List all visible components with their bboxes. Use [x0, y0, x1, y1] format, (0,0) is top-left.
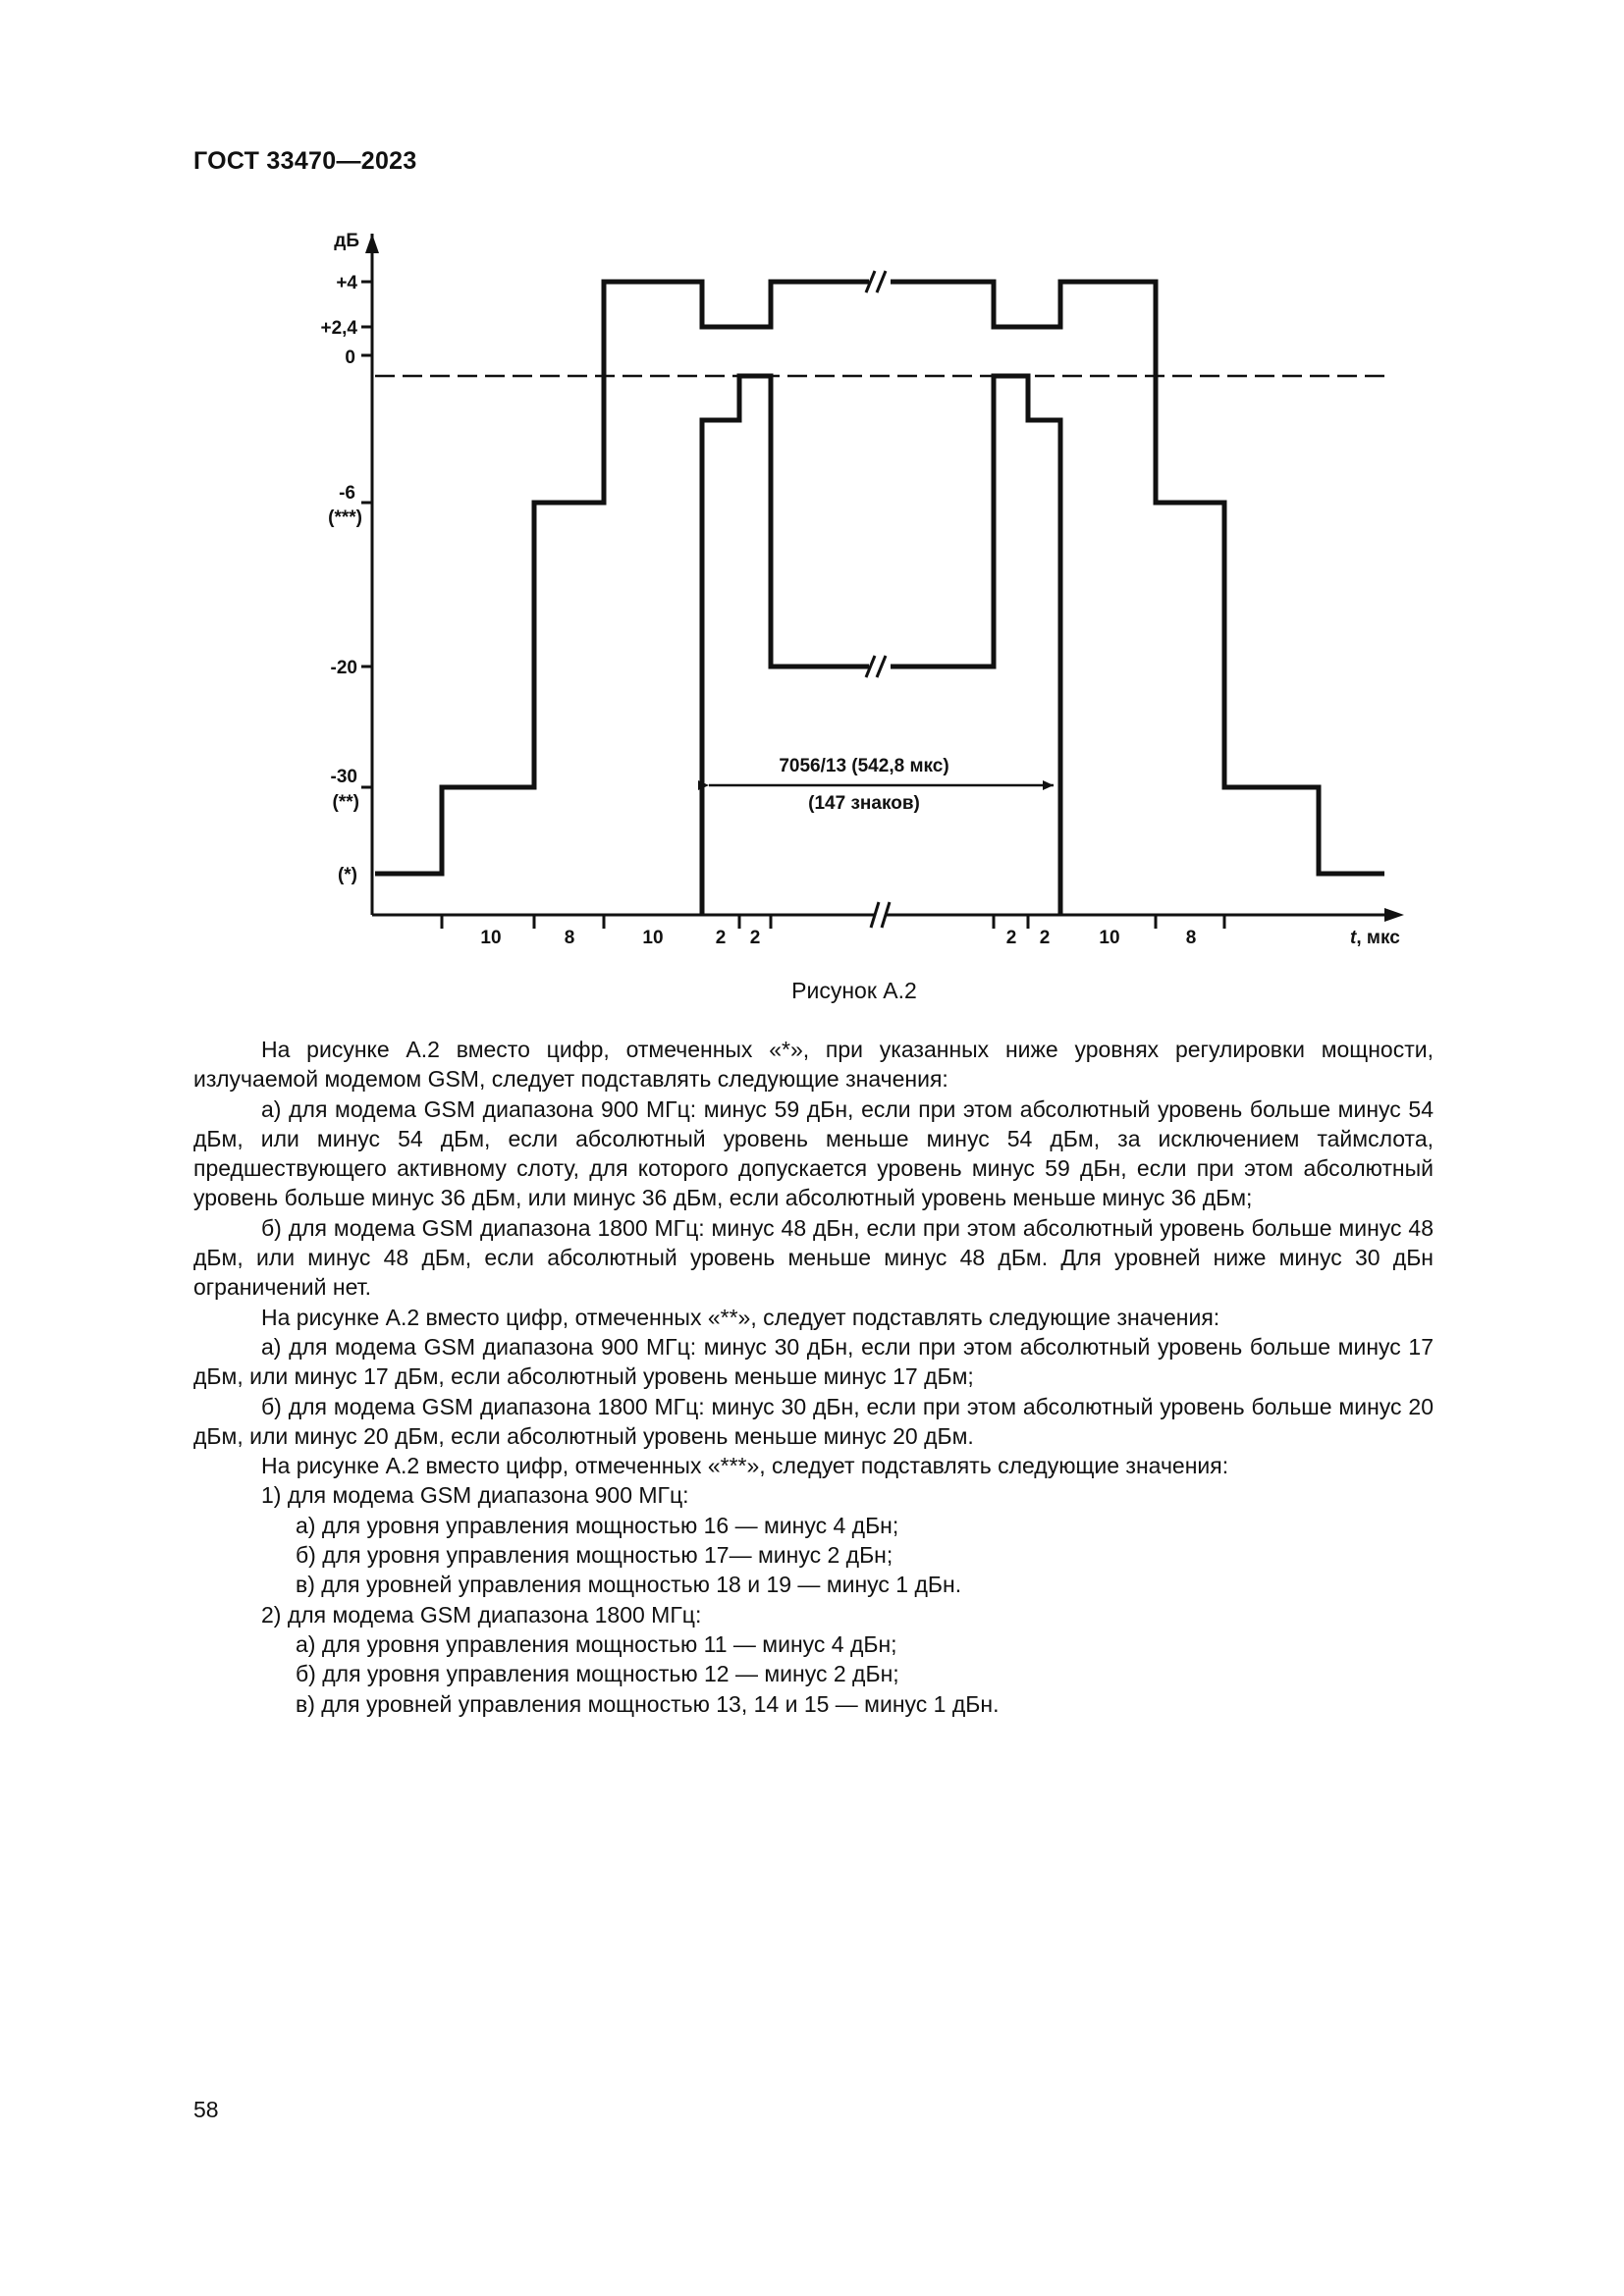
- list-item: а) для уровня управления мощностью 11 — минус 4 дБн;: [296, 1630, 897, 1657]
- list-item: в) для уровней управления мощностью 13, 14 и 15 — минус 1 дБн.: [296, 1690, 1000, 1717]
- x-segment-label: 10: [1099, 928, 1120, 948]
- x-segment-label: 2: [749, 928, 761, 948]
- x-segment-label: 8: [1185, 928, 1197, 948]
- paragraph: б) для модема GSM диапазона 1800 МГц: минус 48 дБн, если при этом абсолютный уровень больше минус 48 дБм, или минус 48 дБм, если абсолютный уровень меньше минус 48 дБм. Для уровней ниже минус 30 дБн ограничений нет.: [193, 1214, 1434, 1301]
- y-label-plus2-4: +2,4: [320, 318, 357, 339]
- y-label-zero: 0: [345, 347, 355, 368]
- list-item: а) для уровня управления мощностью 16 — минус 4 дБн;: [296, 1512, 899, 1538]
- y-label-minus6: -6: [339, 483, 355, 504]
- paragraph: б) для модема GSM диапазона 1800 МГц: минус 30 дБн, если при этом абсолютный уровень больше минус 20 дБм, или минус 20 дБм, если абсолютный уровень меньше минус 20 дБм.: [193, 1393, 1434, 1449]
- x-segment-label: 2: [1005, 928, 1017, 948]
- useful-part-duration: 7056/13 (542,8 мкс): [779, 756, 949, 776]
- document-header: ГОСТ 33470—2023: [193, 147, 417, 175]
- x-segment-label: 2: [1039, 928, 1051, 948]
- list-item: б) для уровня управления мощностью 17— минус 2 дБн;: [296, 1542, 893, 1569]
- lower-mask-left: [702, 376, 869, 915]
- x-segment-label: 10: [642, 928, 664, 948]
- power-time-mask-figure: [0, 0, 1624, 972]
- y-label-floor-note: (*): [337, 865, 357, 885]
- lower-mask-break-2: [877, 656, 886, 677]
- x-axis-unit-rest: , мкс: [1356, 928, 1400, 948]
- y-label-minus6-note: (***): [328, 507, 362, 528]
- x-axis-arrow: [1384, 908, 1404, 922]
- body-text: [193, 1035, 1434, 1719]
- paragraph: На рисунке А.2 вместо цифр, отмеченных «***», следует подставлять следующие значения:: [261, 1453, 1229, 1479]
- list-item: б) для уровня управления мощностью 12 — минус 2 дБн;: [296, 1661, 899, 1687]
- paragraph: а) для модема GSM диапазона 900 МГц: минус 59 дБн, если при этом абсолютный уровень больше минус 54 дБм, или минус 54 дБм, если абсолютный уровень меньше минус 54 дБм, за исключением таймслота, предшествующего активному слоту, для которого допускается уровень минус 59 дБн, если при этом абсолютный уровень больше минус 36 дБм, или минус 36 дБм, если абсолютный уровень меньше минус 36 дБм;: [193, 1095, 1434, 1211]
- figure-caption: Рисунок А.2: [791, 978, 917, 1003]
- page-number: 58: [193, 2097, 219, 2122]
- x-axis-unit: [1350, 928, 1400, 948]
- y-label-minus30: -30: [330, 767, 357, 787]
- y-label-minus20: -20: [330, 658, 357, 678]
- upper-mask-break-2: [877, 271, 886, 293]
- paragraph: а) для модема GSM диапазона 900 МГц: минус 30 дБн, если при этом абсолютный уровень больше минус 17 дБм, или минус 17 дБм, если абсолютный уровень меньше минус 17 дБм;: [193, 1333, 1434, 1390]
- list-item: в) для уровней управления мощностью 18 и 19 — минус 1 дБн.: [296, 1572, 962, 1598]
- x-axis-unit-symbol: t: [1350, 928, 1357, 948]
- list-item: 2) для модема GSM диапазона 1800 МГц:: [261, 1601, 702, 1628]
- x-segment-label: 2: [715, 928, 727, 948]
- y-axis-unit: дБ: [334, 231, 359, 251]
- y-label-minus30-note: (**): [332, 792, 359, 813]
- list-item: 1) для модема GSM диапазона 900 МГц:: [261, 1482, 689, 1509]
- y-label-plus4: +4: [336, 273, 357, 294]
- x-segment-label: 10: [480, 928, 502, 948]
- lower-mask-right: [891, 376, 1060, 915]
- y-axis-arrow: [365, 234, 379, 253]
- useful-part-symbols: (147 знаков): [808, 793, 920, 814]
- x-segment-label: 8: [564, 928, 575, 948]
- paragraph: На рисунке А.2 вместо цифр, отмеченных «**», следует подставлять следующие значения:: [261, 1304, 1220, 1330]
- paragraph: На рисунке А.2 вместо цифр, отмеченных «*», при указанных ниже уровнях регулировки мощности, излучаемой модемом GSM, следует подставлять следующие значения:: [193, 1037, 1434, 1093]
